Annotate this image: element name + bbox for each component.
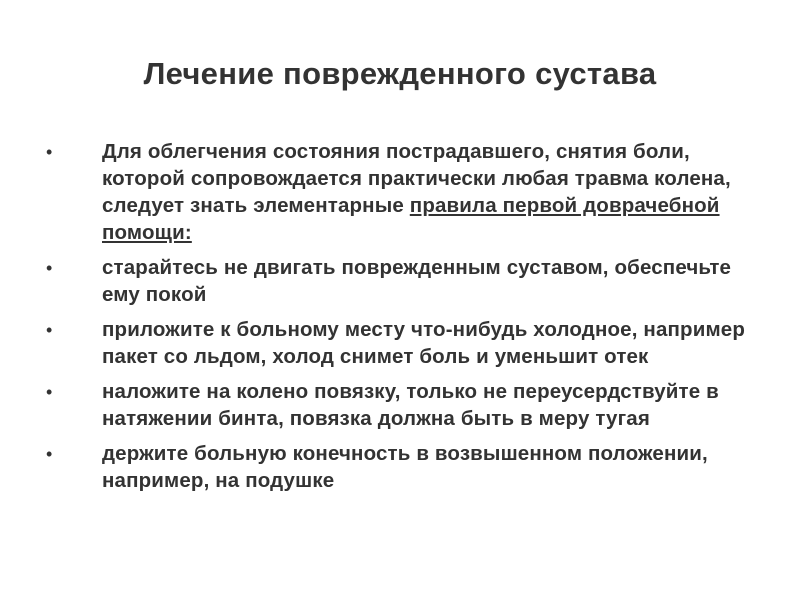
bullet-text-body: Для облегчения состояния пострадавшего, снятия боли, которой сопровождается практически любая травма колена, следует знать элементарные (102, 140, 731, 217)
bullet-text: наложите на колено повязку, только не переусердствуйте в натяжении бинта, повязка должна быть в меру тугая (102, 380, 719, 430)
bullet-icon: • (46, 258, 53, 278)
bullet-icon: • (46, 142, 53, 162)
bullet-item-4 (0, 378, 762, 432)
bullet-icon: • (46, 444, 53, 464)
slide-title: Лечение поврежденного сустава (143, 56, 657, 91)
first-aid-rules-link[interactable]: правила первой доврачебной помощи: (102, 194, 720, 244)
bullet-list (0, 138, 800, 502)
bullet-item-1 (0, 138, 762, 246)
bullet-item-2 (0, 254, 762, 308)
bullet-item-5 (0, 440, 762, 494)
bullet-text (102, 140, 731, 244)
bullet-icon: • (46, 320, 53, 340)
bullet-text: держите больную конечность в возвышенном положении, например, на подушке (102, 442, 708, 492)
bullet-item-3 (0, 316, 762, 370)
bullet-text: старайтесь не двигать поврежденным суставом, обеспечьте ему покой (102, 256, 732, 306)
bullet-icon: • (46, 382, 53, 402)
bullet-text: приложите к больному месту что-нибудь холодное, например пакет со льдом, холод снимет боль и уменьшит отек (102, 318, 745, 368)
